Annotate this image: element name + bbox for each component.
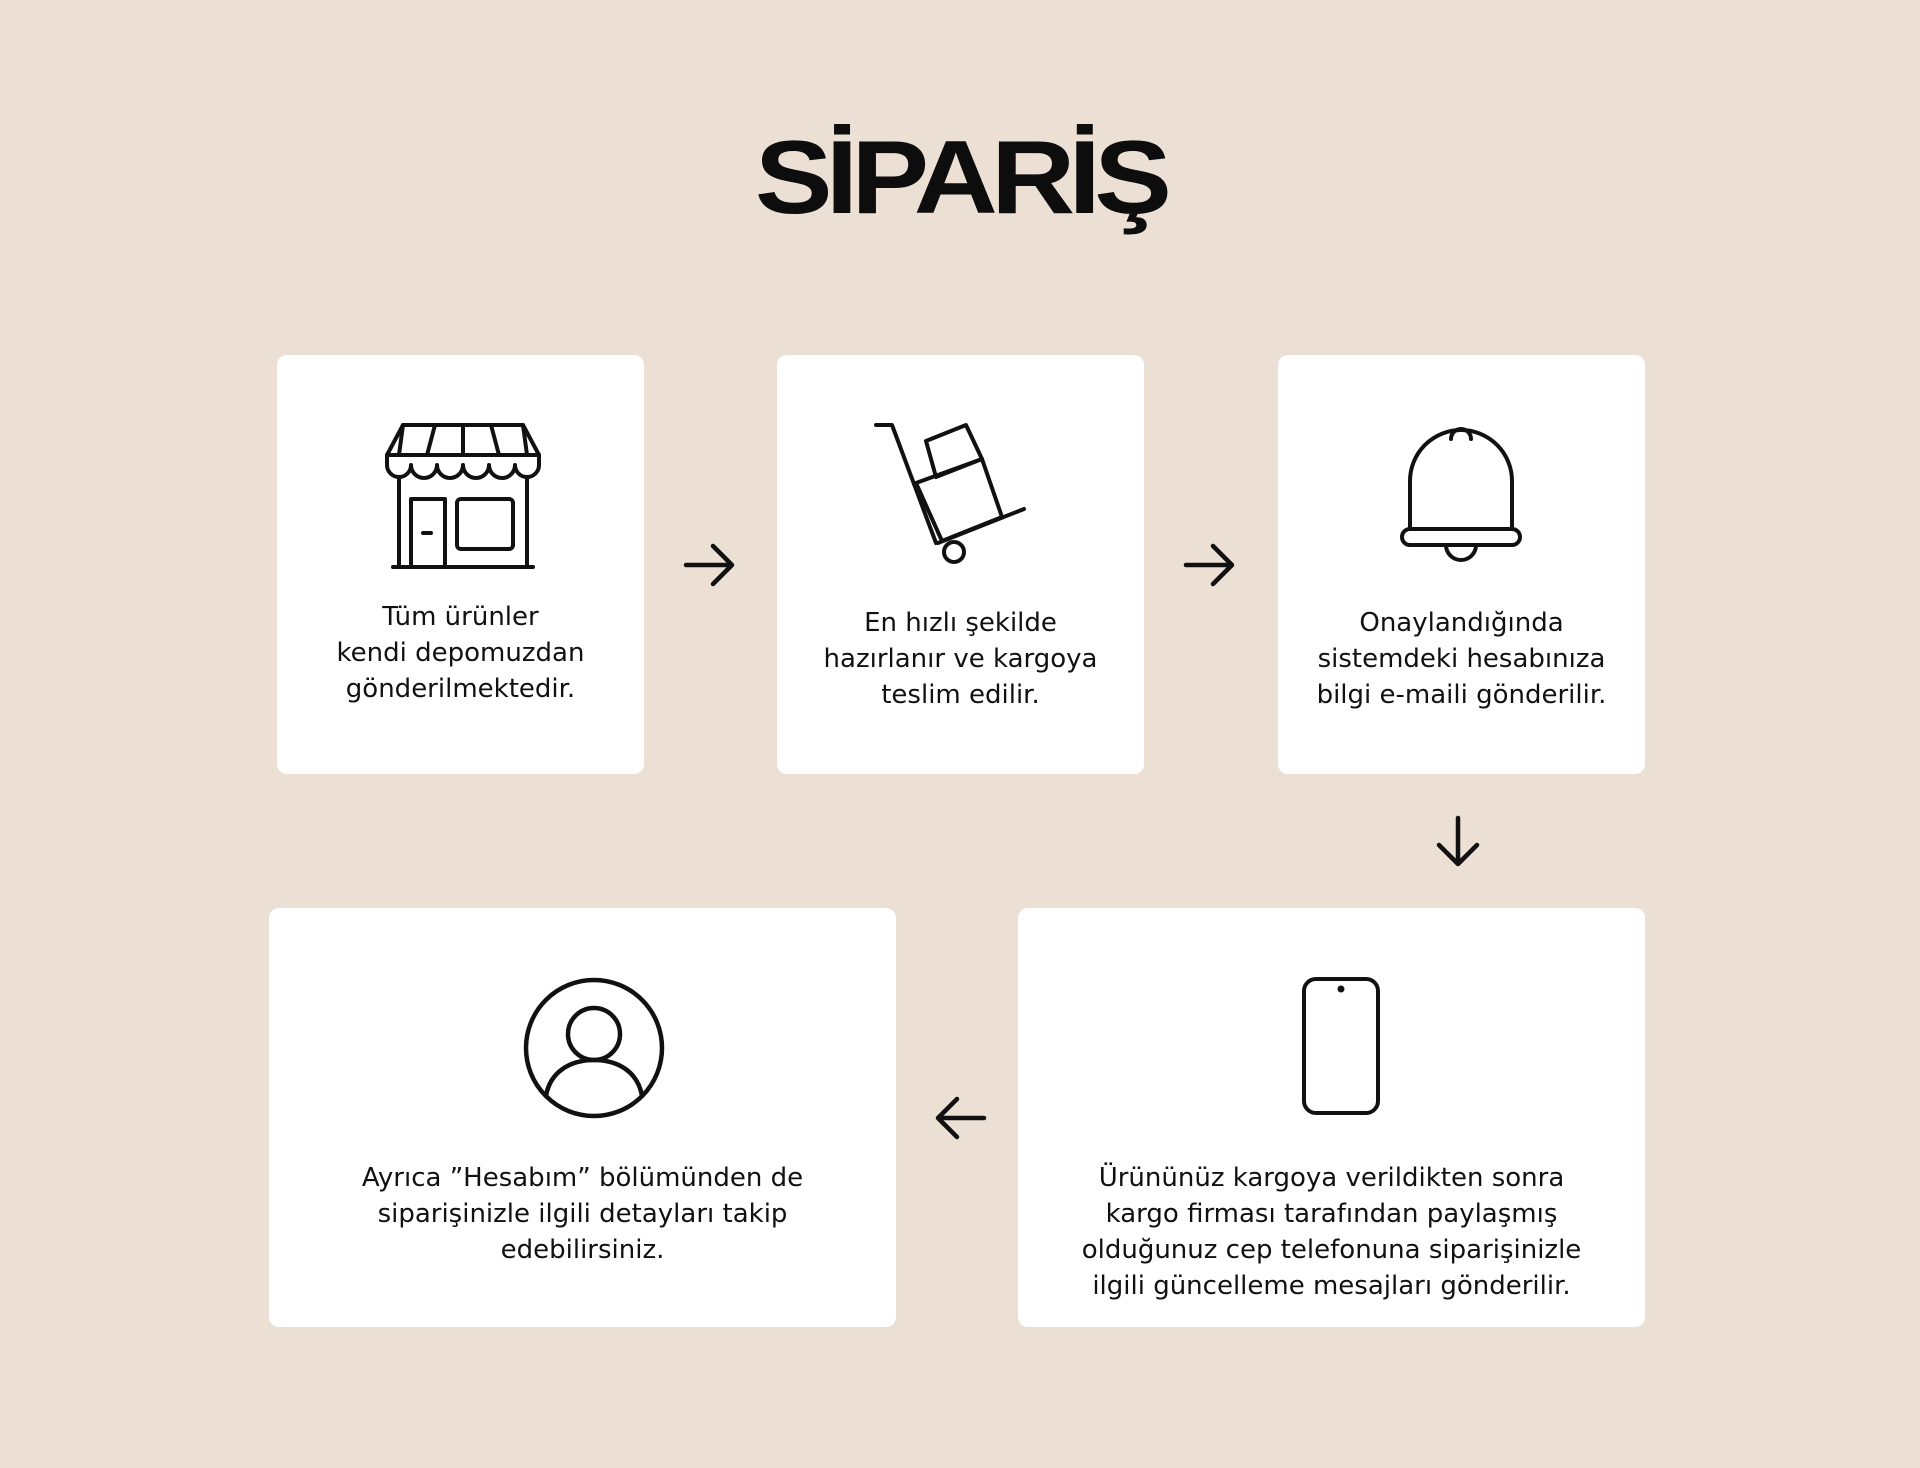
step-text-line: olduğunuz cep telefonuna siparişinizle <box>1081 1235 1582 1265</box>
step-text-line: kendi depomuzdan <box>336 638 585 668</box>
step-text-line: Tüm ürünler <box>382 602 539 632</box>
step-card-notification <box>1278 355 1645 774</box>
step-text-line: teslim edilir. <box>881 680 1040 710</box>
step-card-shipping <box>777 355 1144 774</box>
step-text-line: siparişinizle ilgili detayları takip <box>377 1199 788 1229</box>
step-text-block <box>269 1160 896 1268</box>
arrow-down-icon <box>1430 814 1486 870</box>
step-text-line: hazırlanır ve kargoya <box>823 644 1098 674</box>
step-text-block <box>777 605 1144 713</box>
step-text-line: ilgili güncelleme mesajları gönderilir. <box>1092 1271 1571 1301</box>
hand-truck-icon <box>869 421 1039 571</box>
step-card-sms <box>1018 908 1645 1327</box>
arrow-right-icon <box>682 537 738 593</box>
arrow-right-icon <box>1182 537 1238 593</box>
step-text-block <box>1278 605 1645 713</box>
step-text-line: kargo firması tarafından paylaşmış <box>1105 1199 1558 1229</box>
step-card-account <box>269 908 896 1327</box>
mobile-phone-icon <box>1301 976 1381 1116</box>
user-circle-icon <box>522 976 666 1120</box>
step-card-store <box>277 355 644 774</box>
bell-icon <box>1396 421 1526 561</box>
page-title: SİPARİŞ <box>754 120 1166 236</box>
step-text-line: edebilirsiniz. <box>500 1235 665 1265</box>
step-text-block <box>277 599 644 707</box>
step-text-line: Ürününüz kargoya verildikten sonra <box>1098 1163 1565 1193</box>
step-text-line: Onaylandığında <box>1359 608 1564 638</box>
step-text-line: sistemdeki hesabınıza <box>1317 644 1606 674</box>
step-text-block <box>1018 1160 1645 1304</box>
storefront-icon <box>383 421 543 571</box>
arrow-left-icon <box>932 1090 988 1146</box>
step-text-line: bilgi e-maili gönderilir. <box>1316 680 1607 710</box>
step-text-line: gönderilmektedir. <box>345 674 576 704</box>
step-text-line: En hızlı şekilde <box>864 608 1057 638</box>
step-text-line: Ayrıca ”Hesabım” bölümünden de <box>361 1163 804 1193</box>
